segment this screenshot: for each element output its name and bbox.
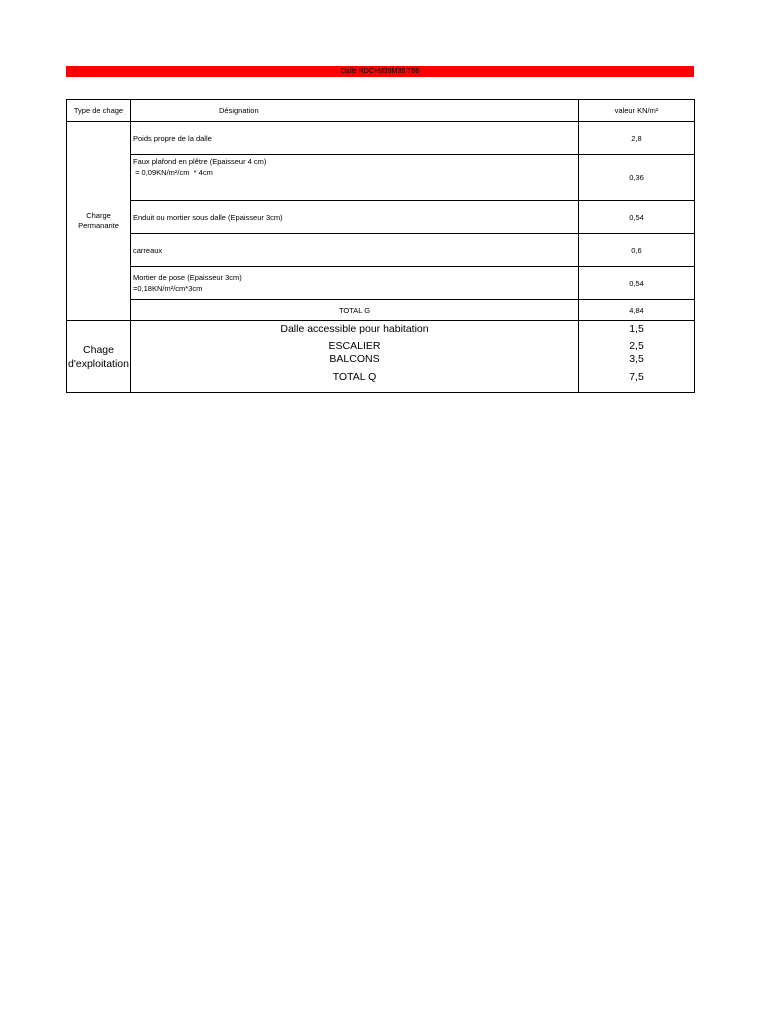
designation-line: Poids propre de la dalle	[133, 133, 212, 143]
exploitation-values-cell	[579, 321, 695, 393]
table-row	[67, 234, 695, 267]
exploitation-labels-cell	[131, 321, 579, 393]
sheet-title-banner: Dalle RDC+M39M39 T66	[66, 66, 694, 77]
designation-line: =0,18KN/m²/cm*3cm	[133, 284, 203, 293]
header-type: Type de chage	[67, 100, 131, 122]
table-row	[67, 267, 695, 300]
value-cell: 0,6	[579, 234, 695, 267]
table-row	[67, 122, 695, 155]
total-g-label: TOTAL G	[131, 300, 579, 321]
total-q-label: TOTAL Q	[332, 371, 377, 383]
designation-line: = 0,09KN/m²/cm * 4cm	[133, 168, 213, 177]
exploitation-row	[67, 321, 695, 393]
total-g-value: 4,84	[579, 300, 695, 321]
table-header-row	[67, 100, 695, 122]
designation-cell	[131, 155, 579, 201]
header-value: valeur KN/m²	[579, 100, 695, 122]
designation-cell	[131, 234, 579, 267]
designation-cell	[131, 122, 579, 155]
header-designation: Désignation	[131, 100, 579, 122]
value-cell: 0,54	[579, 201, 695, 234]
designation-cell	[131, 201, 579, 234]
value-cell: 0,36	[579, 155, 695, 201]
total-q-value: 7,5	[629, 371, 644, 383]
exploitation-value: 3,5	[629, 353, 644, 365]
load-table	[66, 99, 695, 393]
exploitation-value: 1,5	[629, 323, 644, 335]
exploitation-type-cell: Chage d'exploitation	[67, 321, 131, 393]
exploitation-label: BALCONS	[329, 353, 380, 365]
exploitation-label: Dalle accessible pour habitation	[280, 323, 429, 335]
designation-line: Mortier de pose (Epaisseur 3cm)	[133, 273, 242, 282]
table-row	[67, 155, 695, 201]
total-g-row	[67, 300, 695, 321]
value-cell: 0,54	[579, 267, 695, 300]
value-cell: 2,8	[579, 122, 695, 155]
exploitation-value: 2,5	[629, 340, 644, 352]
exploitation-label: ESCALIER	[328, 340, 381, 352]
designation-line: Enduit ou mortier sous dalle (Epaisseur 3cm)	[133, 212, 283, 222]
designation-cell	[131, 267, 579, 300]
table-row	[67, 201, 695, 234]
designation-line: carreaux	[133, 245, 163, 255]
designation-line: Faux plafond en plêtre (Epaisseur 4 cm)	[133, 157, 267, 166]
permanent-type-cell: Charge Permanante	[67, 122, 131, 321]
